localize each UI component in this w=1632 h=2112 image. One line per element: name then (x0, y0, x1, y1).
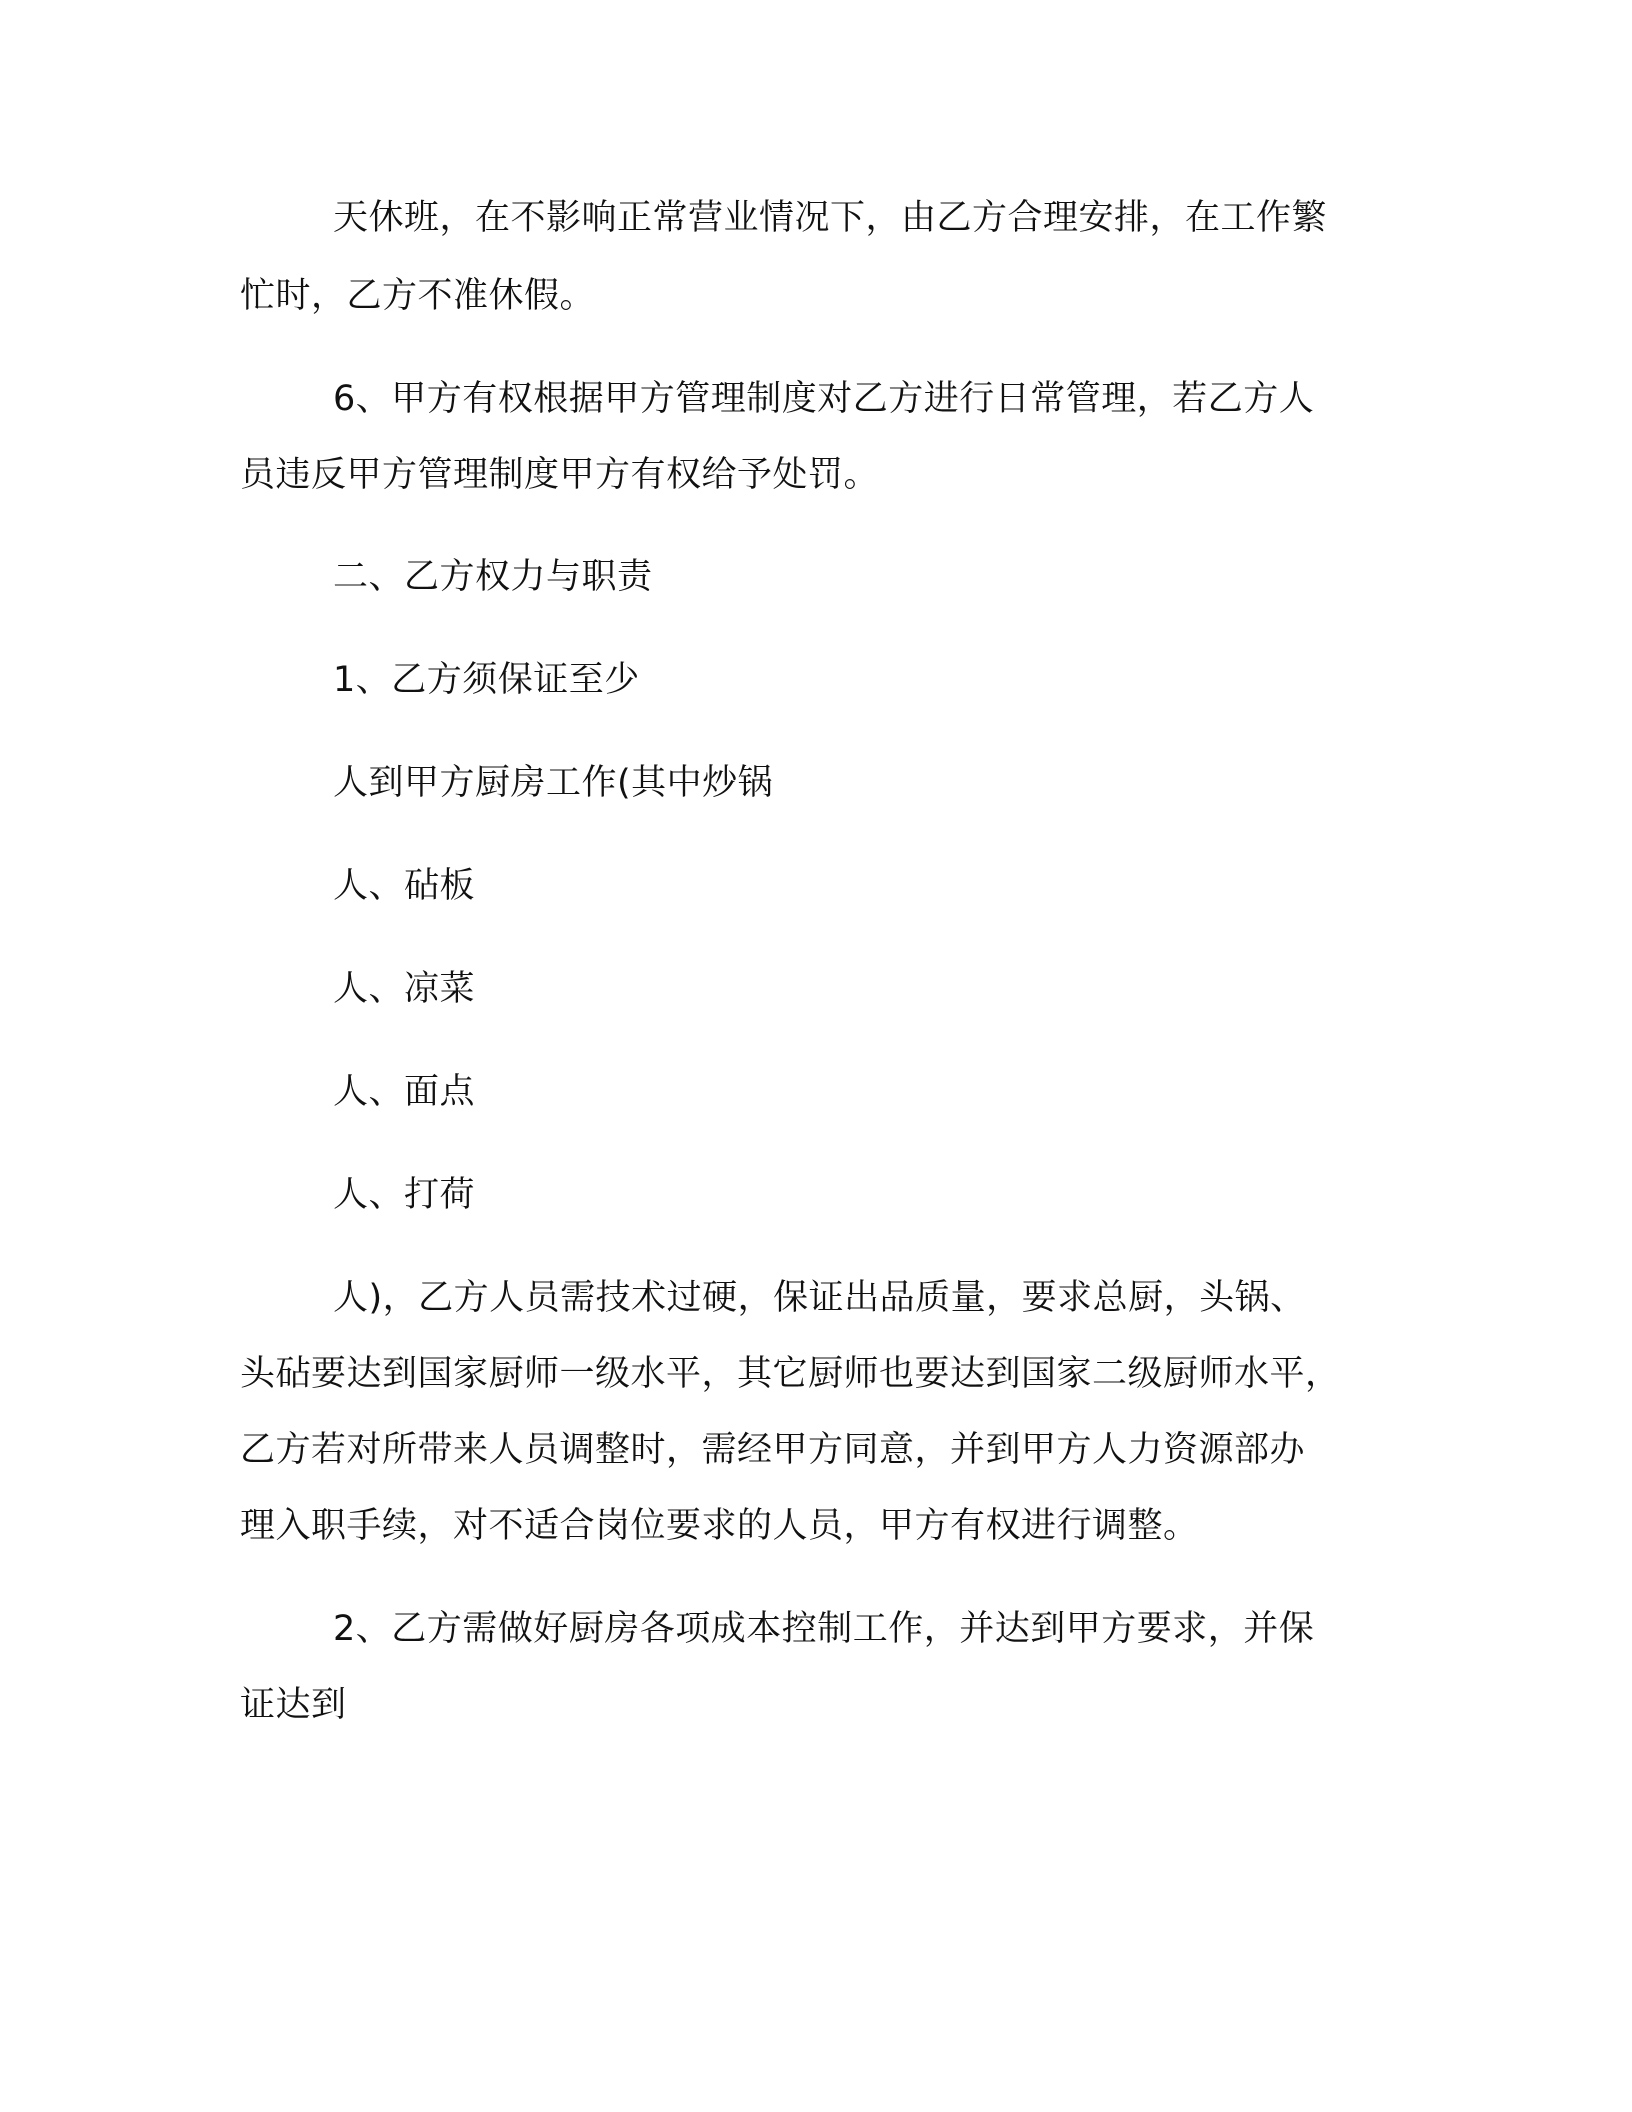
text-line: 人)，乙方人员需技术过硬，保证出品质量，要求总厨，头锅、 (333, 1278, 1306, 1318)
text-line: 人到甲方厨房工作(其中炒锅 (333, 763, 774, 803)
text-line: 理入职手续，对不适合岗位要求的人员，甲方有权进行调整。 (240, 1506, 1199, 1546)
text-line: 人、面点 (333, 1072, 476, 1112)
text-line: 天休班，在不影响正常营业情况下，由乙方合理安排，在工作繁 (333, 198, 1328, 238)
text-line: 人、砧板 (333, 866, 476, 906)
text-line: 忙时，乙方不准休假。 (240, 276, 596, 316)
text-line: 1、乙方须保证至少 (333, 660, 640, 700)
text-line: 人、凉菜 (333, 969, 476, 1009)
section-heading: 二、乙方权力与职责 (333, 557, 653, 597)
text-line: 乙方若对所带来人员调整时，需经甲方同意，并到甲方人力资源部办 (240, 1430, 1306, 1470)
text-line: 6、甲方有权根据甲方管理制度对乙方进行日常管理，若乙方人 (333, 379, 1315, 419)
text-line: 证达到 (240, 1685, 347, 1725)
text-line: 人、打荷 (333, 1175, 476, 1215)
text-line: 头砧要达到国家厨师一级水平，其它厨师也要达到国家二级厨师水平， (240, 1354, 1341, 1394)
text-line: 2、乙方需做好厨房各项成本控制工作，并达到甲方要求，并保 (333, 1609, 1315, 1649)
text-line: 员违反甲方管理制度甲方有权给予处罚。 (240, 455, 880, 495)
